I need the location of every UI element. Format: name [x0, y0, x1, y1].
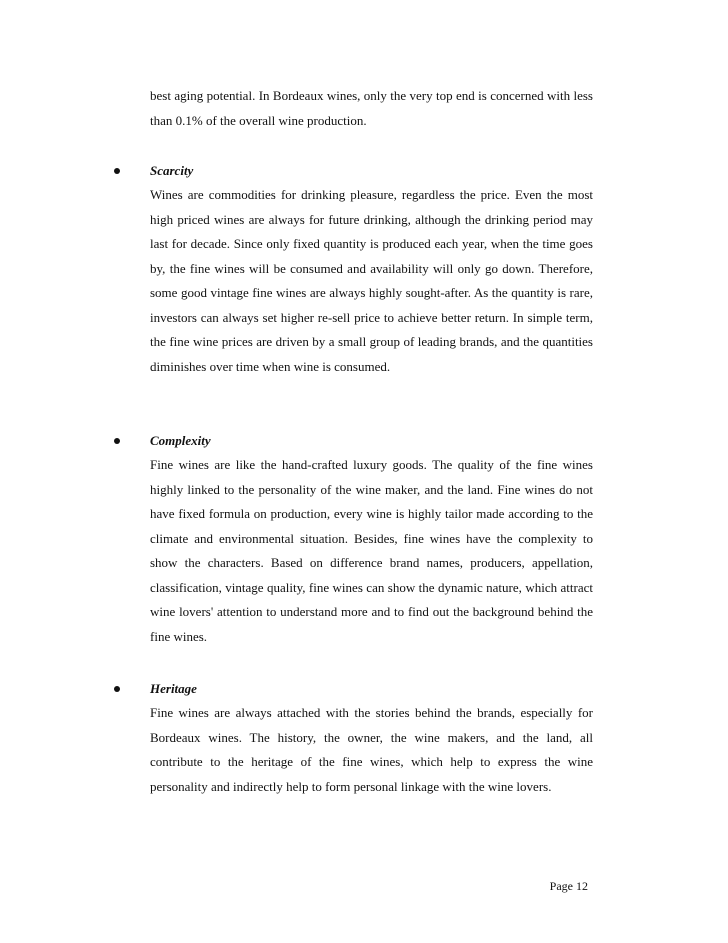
section-body: Fine wines are like the hand-crafted luxury goods. The quality of the fine wines highly linked to the personality of the wine maker, and the land. Fine wines do not have fixed formula on production, every wine is highly tailor made according to the climate and environmental situation. Besides, fine wines have the complexity to show the characters. Based on difference brand names, producers, appellation, classification, vintage quality, fine wines can show the dynamic nature, which attract wine lovers' attention to understand more and to find out the background behind the fine wines. — [150, 457, 593, 644]
page-number: Page 12 — [549, 879, 588, 893]
section-heading: Scarcity — [150, 163, 194, 178]
section-heading: Complexity — [150, 433, 211, 448]
section-body: Fine wines are always attached with the stories behind the brands, especially for Bordeaux wines. The history, the owner, the wine makers, and the land, all contribute to the heritage of the fine wines, which help to express the wine personality and indirectly help to form personal linkage with the wine lovers. — [150, 705, 593, 794]
bullet-icon — [114, 168, 120, 174]
bullet-icon — [114, 686, 120, 692]
section-heading: Heritage — [150, 681, 197, 696]
bullet-icon — [114, 438, 120, 444]
intro-paragraph: best aging potential. In Bordeaux wines, only the very top end is concerned with less than 0.1% of the overall wine production. — [150, 88, 593, 128]
section-body: Wines are commodities for drinking pleasure, regardless the price. Even the most high priced wines are always for future drinking, although the drinking period may last for decade. Since only fixed quantity is produced each year, when the time goes by, the fine wines will be consumed and availability will only go down. Therefore, some good vintage fine wines are always highly sought-after. As the quantity is rare, investors can always set higher re-sell price to achieve better return. In simple term, the fine wine prices are driven by a small group of leading brands, and the quantities diminishes over time when wine is consumed. — [150, 187, 593, 374]
